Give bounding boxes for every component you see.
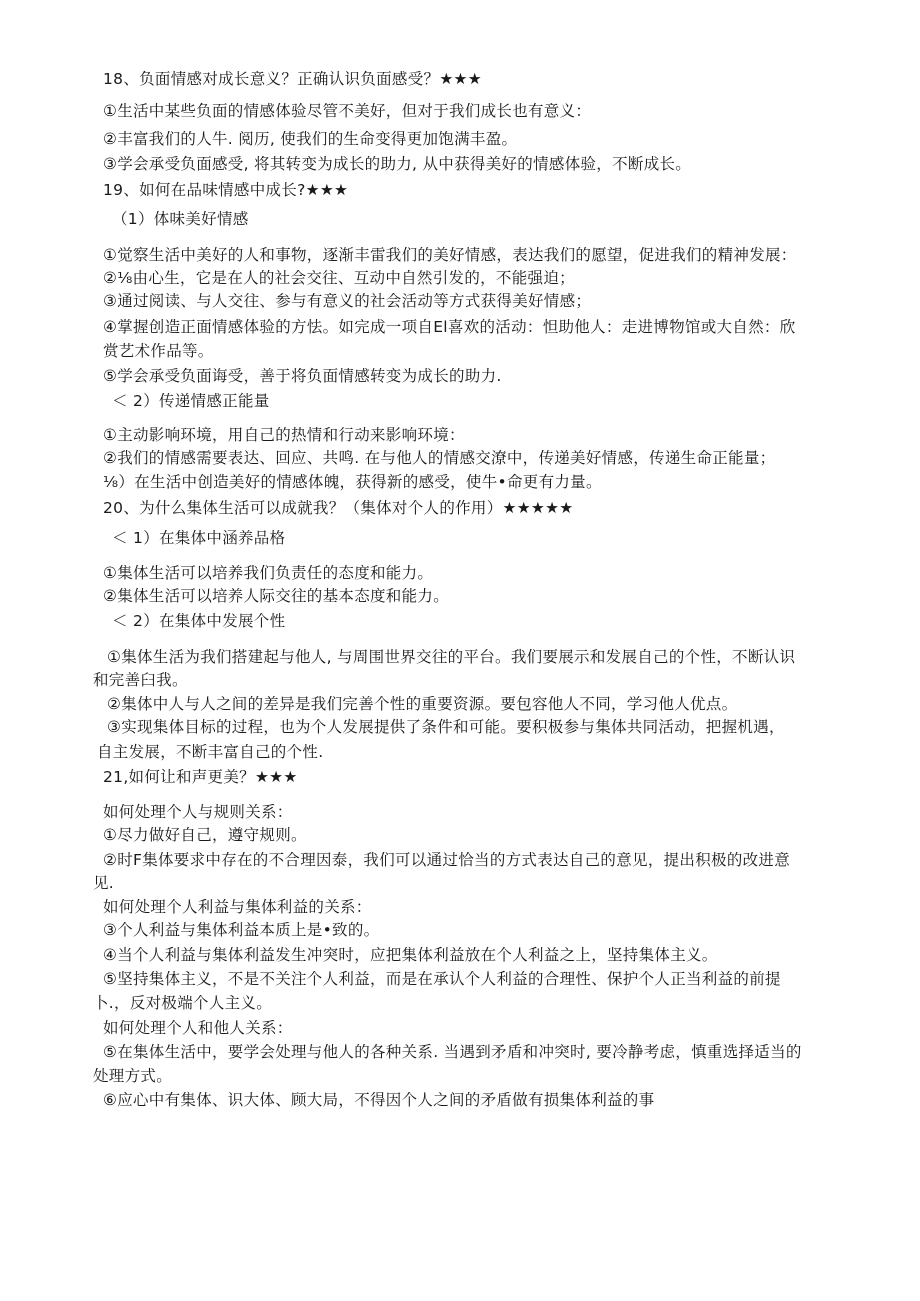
q20-point-2: ②集体生活可以培养人际交往的基本态度和能力。: [103, 587, 449, 605]
q20-point-3: ①集体生活为我们搭建起与他人, 与周围世界交往的平台。我们要展示和发展自己的个性，不断认识: [107, 648, 796, 666]
q20-point-4: ②集体中人与人之间的差异是我们完善个性的重要资源。要包容他人不同，学习他人优点。: [107, 695, 738, 713]
q21-point-5-cont: 卜.，反对极端个人主义。: [93, 994, 273, 1012]
q19-point-2: ②⅛由心生，它是在人的社会交往、互动中自然引发的，不能强迫；: [103, 269, 575, 287]
q21-point-5: ⑤坚持集体主义，不是不关注个人利益，而是在承认个人利益的合理性、保护个人正当利益的前提: [103, 970, 781, 988]
q19-point-8: ⅛）在生活中创造美好的情感体魄，获得新的感受，使牛•命更有力量。: [103, 473, 602, 491]
q19-point-5: ⑤学会承受负面诲受，善于将负面情感转变为成长的助力.: [103, 367, 502, 385]
q21-topic-interests: 如何处理个人利益与集体利益的关系：: [103, 898, 372, 916]
q21-point-6: ⑤在集体生活中，要学会处理与他人的各种关系. 当遇到矛盾和冲突时, 要冷静考虑，慎重选择适当的: [103, 1043, 802, 1061]
q20-subheading-1: ＜ 1）在集体中涵养品格: [112, 529, 286, 547]
question-21-heading: 21,如何让和声更美？★★★: [103, 768, 298, 786]
q19-point-4: ④掌握创造正面情感体验的方怯。如完成一项自El喜欢的活动：怛助他人：走进博物馆或大自然：欣: [103, 318, 796, 336]
q18-point-1: ①生活中某些负面的情感体验尽管不美好，但对于我们成长也有意义：: [103, 102, 592, 120]
q19-point-6: ①主动影响环境，用自己的热情和行动来影响环境：: [103, 426, 465, 444]
question-19-heading: 19、如何在品味情感中成长?★★★: [103, 181, 349, 199]
q21-point-2-cont: 见.: [93, 874, 115, 892]
q21-point-3: ③个人利益与集体利益本质上是•致的。: [103, 921, 380, 939]
q21-point-2: ②时F集体要求中存在的不合理因泰，我们可以通过恰当的方式表达自己的意见，提出积极的改进意: [103, 851, 791, 869]
q21-topic-rules: 如何处理个人与规则关系：: [103, 803, 293, 821]
question-20-heading: 20、为什么集体生活可以成就我？（集体对个人的作用）★★★★★: [103, 499, 574, 517]
q18-point-3: ③学会承受负面感受, 将其转变为成长的助力, 从中获得美好的情感体验，不断成长。: [103, 155, 692, 173]
q19-point-7: ②我们的情感需要表达、回应、共鸣. 在与他人的情感交潦中，传递美好情感，传递生命正能量；: [103, 449, 776, 467]
q21-point-7: ⑥应心中有集体、识大体、顾大局，不得因个人之间的矛盾做有损集体利益的事: [103, 1091, 655, 1109]
q20-point-5-cont: 自主发展，不断丰富自己的个性.: [97, 743, 324, 761]
q20-point-5: ③实现集体目标的过程，也为个人发展提供了条件和可能。要积极参与集体共同活动，把握机遇，: [107, 718, 785, 736]
question-18-heading: 18、负面情感对成长意义？正确认识负面感受？★★★: [103, 70, 482, 88]
q21-point-1: ①尽力做好自己，遵守规则。: [103, 826, 307, 844]
q21-topic-others: 如何处理个人和他人关系：: [103, 1019, 293, 1037]
q21-point-4: ④当个人利益与集体利益发生冲突时，应把集体利益放在个人利益之上，坚持集体主义。: [103, 946, 718, 964]
q19-point-4-cont: 赏艺术作品等。: [103, 342, 214, 360]
q19-subheading-1: （1）体味美好情感: [112, 210, 249, 228]
q19-subheading-2: ＜ 2）传递情感正能量: [112, 392, 270, 410]
q19-point-1: ①觉察生活中美好的人和事物，逐渐丰雷我们的美好情感，表达我们的愿望，促进我们的精神发展：: [103, 246, 797, 264]
q19-point-3: ③通过阅读、与人交往、参与有意义的社会活动等方式获得美好情感；: [103, 292, 592, 310]
q20-subheading-2: ＜ 2）在集体中发展个性: [112, 612, 286, 630]
q20-point-1: ①集体生活可以培养我们负责任的态度和能力。: [103, 564, 434, 582]
q18-point-2: ②丰富我们的人牛. 阅历, 使我们的生命变得更加饱满丰盈。: [103, 130, 518, 148]
q21-point-6-cont: 处理方式。: [93, 1067, 173, 1085]
q20-point-3-cont: 和完善臼我。: [93, 671, 188, 689]
